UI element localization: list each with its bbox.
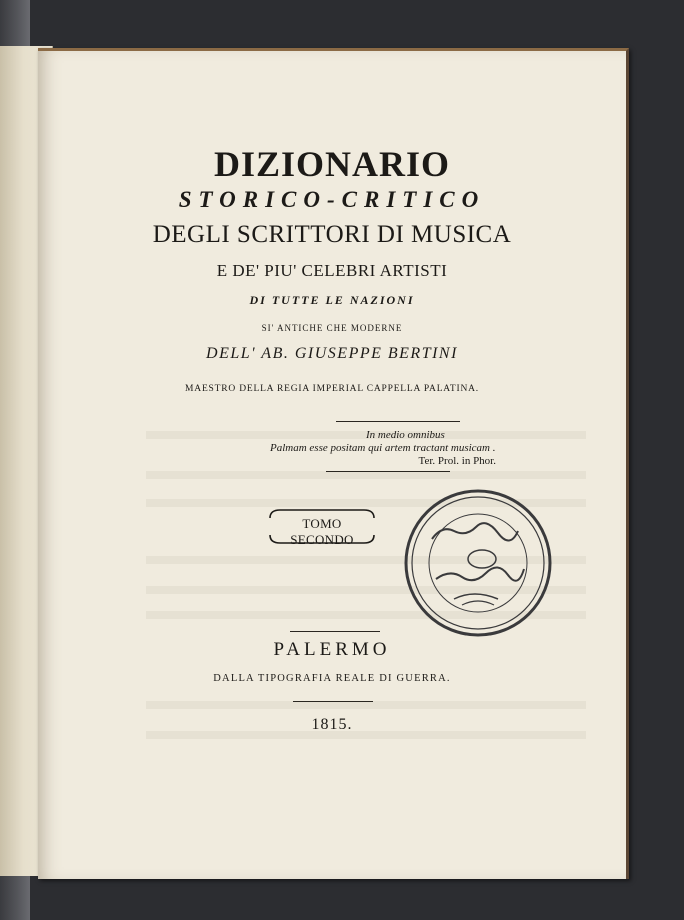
author-office: MAESTRO DELLA REGIA IMPERIAL CAPPELLA PALATINA. <box>185 384 479 394</box>
epigraph-line: In medio omnibus <box>366 429 445 441</box>
epigraph-rule-bottom <box>326 471 450 472</box>
imprint-city: PALERMO <box>273 639 391 660</box>
title-artisti: E DE' PIU' CELEBRI ARTISTI <box>216 261 448 280</box>
imprint-press: DALLA TIPOGRAFIA REALE DI GUERRA. <box>213 673 451 684</box>
title-page <box>38 48 629 879</box>
title-antiche-moderne: SI' ANTICHE CHE MODERNE <box>261 323 403 333</box>
epigraph-rule-top <box>336 421 460 422</box>
title-dizionario: DIZIONARIO <box>213 144 451 184</box>
volume-label: TOMO SECONDO <box>290 516 354 547</box>
imprint-year: 1815. <box>311 716 353 733</box>
title-scrittori: DEGLI SCRITTORI DI MUSICA <box>152 221 512 248</box>
title-nazioni: DI TUTTE LE NAZIONI <box>249 293 415 307</box>
ornament-bracket-bottom <box>268 534 376 546</box>
library-stamp-icon <box>402 487 554 639</box>
epigraph-line: Palmam esse positam qui artem tractant musicam . <box>270 442 496 454</box>
epigraph-source: Ter. Prol. in Phor. <box>418 455 496 467</box>
bleed-through <box>146 701 586 709</box>
year-rule <box>293 701 373 702</box>
city-rule <box>290 631 380 632</box>
bleed-through <box>146 471 586 479</box>
title-storico-critico: STORICO-CRITICO <box>178 187 486 212</box>
author-name: DELL' AB. GIUSEPPE BERTINI <box>206 345 458 362</box>
